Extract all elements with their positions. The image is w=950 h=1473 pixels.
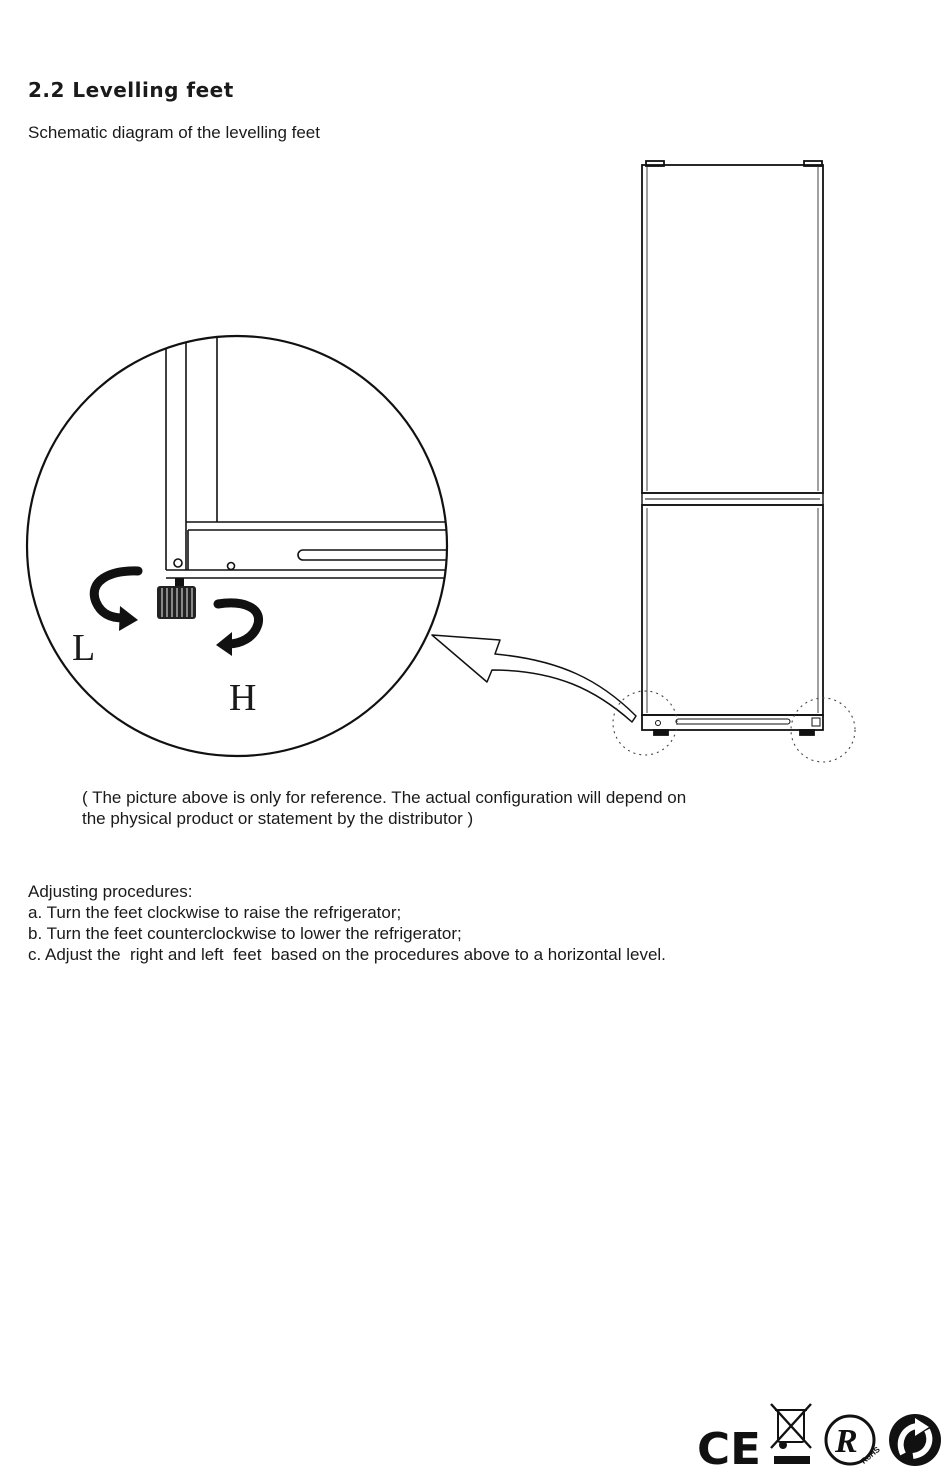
levelling-feet-diagram [0,150,950,780]
rohs-icon [826,1416,882,1466]
procedures-title: Adjusting procedures: [28,882,193,901]
foot-highlight [613,691,677,755]
procedure-step: a. Turn the feet clockwise to raise the refrigerator; [28,903,402,922]
weee-bin-icon [771,1404,811,1464]
refrigerator [642,161,823,735]
procedure-step: c. Adjust the right and left feet based on the procedures above to a horizontal level. [28,945,666,964]
green-dot-icon [889,1414,941,1466]
adjusting-procedures [28,881,666,965]
note-line: ( The picture above is only for reference. The actual configuration will depend on [82,788,687,807]
ce-mark-icon: CE [697,1424,761,1470]
levelling-foot [157,586,196,619]
rohs-label: RoHS [859,1444,882,1466]
pointer-arrow-icon [432,635,636,722]
diagram-caption: Schematic diagram of the levelling feet [28,123,320,142]
svg-text:R: R [835,1423,858,1460]
procedure-step: b. Turn the feet counterclockwise to lower the refrigerator; [28,924,462,943]
note-line: the physical product or statement by the distributor ) [82,809,474,828]
rotate-arrow-icon [216,603,259,656]
rotate-arrow-icon [94,571,138,631]
reference-note [82,787,686,829]
label-high: H [229,677,257,719]
label-low: L [72,627,96,669]
zoom-detail [27,330,460,756]
section-heading: 2.2 Levelling feet [28,78,234,102]
certification-marks [695,1400,945,1470]
